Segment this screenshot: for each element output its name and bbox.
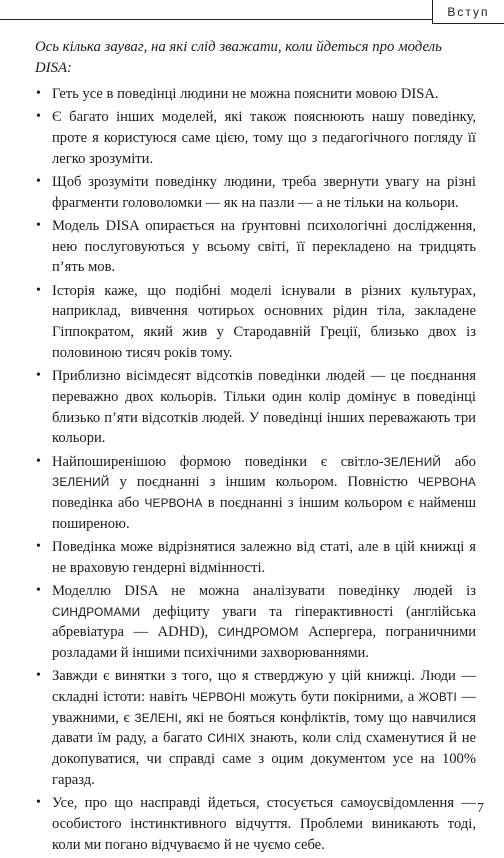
list-item <box>35 666 476 790</box>
bullet-icon: • <box>36 218 41 233</box>
list-item-text: — уважними, є <box>52 689 476 726</box>
list-item <box>35 537 476 578</box>
list-item-text: знають, коли слід схаменутися й не докопуватися, чи справді саме з оцим документом усе на 100% гаразд. <box>52 730 477 788</box>
bullet-icon: • <box>36 582 41 598</box>
bullet-icon: • <box>36 453 41 469</box>
list-item-text: Моделлю DISA не можна аналізувати поведінку людей із <box>52 582 476 599</box>
color-term: СИНДРОМОМ <box>217 625 299 640</box>
color-term: ЖОВТІ <box>418 690 458 705</box>
color-term: ЗЕЛЕНИЙ <box>52 475 110 490</box>
bullet-list <box>35 84 476 855</box>
header-rule <box>0 19 504 20</box>
color-term: СИНІХ <box>207 731 246 746</box>
page-number: 7 <box>477 801 484 816</box>
list-item-text: , які не бояться конфліктів, тому що навчилися давати їм раду, а багато <box>52 709 476 747</box>
list-item-text: Приблизно вісімдесят відсотків поведінки людей — це поєднання переважно двох кольорів. Тільки один колір домінує в поведінці близько п’яти відсотків людей. У поведінці інших переважають три кольори. <box>52 368 476 447</box>
list-item <box>35 216 476 278</box>
list-item <box>35 366 476 449</box>
bullet-icon: • <box>36 282 41 298</box>
list-item-text: Модель DISA опирається на ґрунтовні психологічні дослідження, нею послуговуються у всьому світі, її перекладено на тридцять п’ять мов. <box>52 218 476 276</box>
bullet-icon: • <box>36 795 41 811</box>
list-item-text: Історія каже, що подібні моделі існували в різних культурах, наприклад, вивчення чотирьох основних рідин тіла, закладене Гіппократом, який жив у Стародавній Греції, близько двох із половиною тисяч років тому. <box>52 282 476 361</box>
bullet-icon: • <box>36 668 41 684</box>
bullet-icon: • <box>36 368 41 384</box>
list-item <box>35 84 476 105</box>
list-item-text: можуть бути покірними, а <box>245 689 419 706</box>
color-term: ЧЕРВОНА <box>144 495 203 510</box>
list-item <box>35 452 476 535</box>
color-term: ЗЕЛЕНІ <box>134 710 179 725</box>
color-term: ЧЕРВОНА <box>417 475 476 490</box>
list-item-text: або <box>441 453 476 470</box>
list-item-text: в поєднанні з іншим кольором є найменш поширеною. <box>52 494 476 532</box>
list-item-text: Поведінка може відрізнятися залежно від статі, але в цій книжці я не враховую гендерні відмінності. <box>52 538 476 576</box>
bullet-icon: • <box>36 174 41 189</box>
bullet-icon: • <box>36 109 41 125</box>
list-item-text: Щоб зрозуміти поведінку людини, треба звернути увагу на різні фрагменти головоломки — як на пазли — а не тільки на кольори. <box>52 174 476 211</box>
bullet-icon: • <box>36 538 41 554</box>
list-item-text: Геть усе в поведінці людини не можна пояснити мовою DISA. <box>52 86 439 102</box>
list-item <box>35 281 476 364</box>
page-content <box>35 37 476 858</box>
list-item-text: Завжди є винятки з того, що я стверджую у цій книжці. Люди — складні істоти: навіть <box>52 668 476 706</box>
list-item-text: поведінка або <box>52 494 145 511</box>
list-item-text: у поєднанні з іншим кольором. Повністю <box>109 474 418 491</box>
list-item <box>35 581 476 664</box>
list-item-text: Є багато інших моделей, які також пояснюють нашу поведінку, проте я користуюся саме цією, тому що з педагогічного погляду її легко зрозуміти. <box>52 109 476 167</box>
color-term: СИНДРОМАМИ <box>52 604 141 619</box>
list-item-text: Найпоширенішою формою поведінки є світло- <box>52 453 384 470</box>
list-item-text: Усе, про що насправді йдеться, стосується самоусвідомлення — особистого інстинктивного відчуття. Проблеми виникають тоді, коли ми погано відчуваємо й не чуємо себе. <box>52 795 476 853</box>
color-term: ЗЕЛЕНИЙ <box>383 454 442 469</box>
bullet-icon: • <box>36 86 41 101</box>
intro-paragraph: Ось кілька зауваг, на які слід зважати, коли йдеться про модель DISA: <box>35 39 442 76</box>
list-item <box>35 107 476 169</box>
section-title: Вступ <box>447 4 490 19</box>
list-item <box>35 172 476 213</box>
list-item-text: дефіциту уваги та гіперактивності (англійська абревіатура — ADHD), <box>52 603 476 641</box>
list-item <box>35 793 476 855</box>
section-header <box>432 0 504 24</box>
list-item-text: Аспергера, пограничними розладами й іншими психічними захворюваннями. <box>52 624 477 662</box>
color-term: ЧЕРВОНІ <box>192 690 246 705</box>
